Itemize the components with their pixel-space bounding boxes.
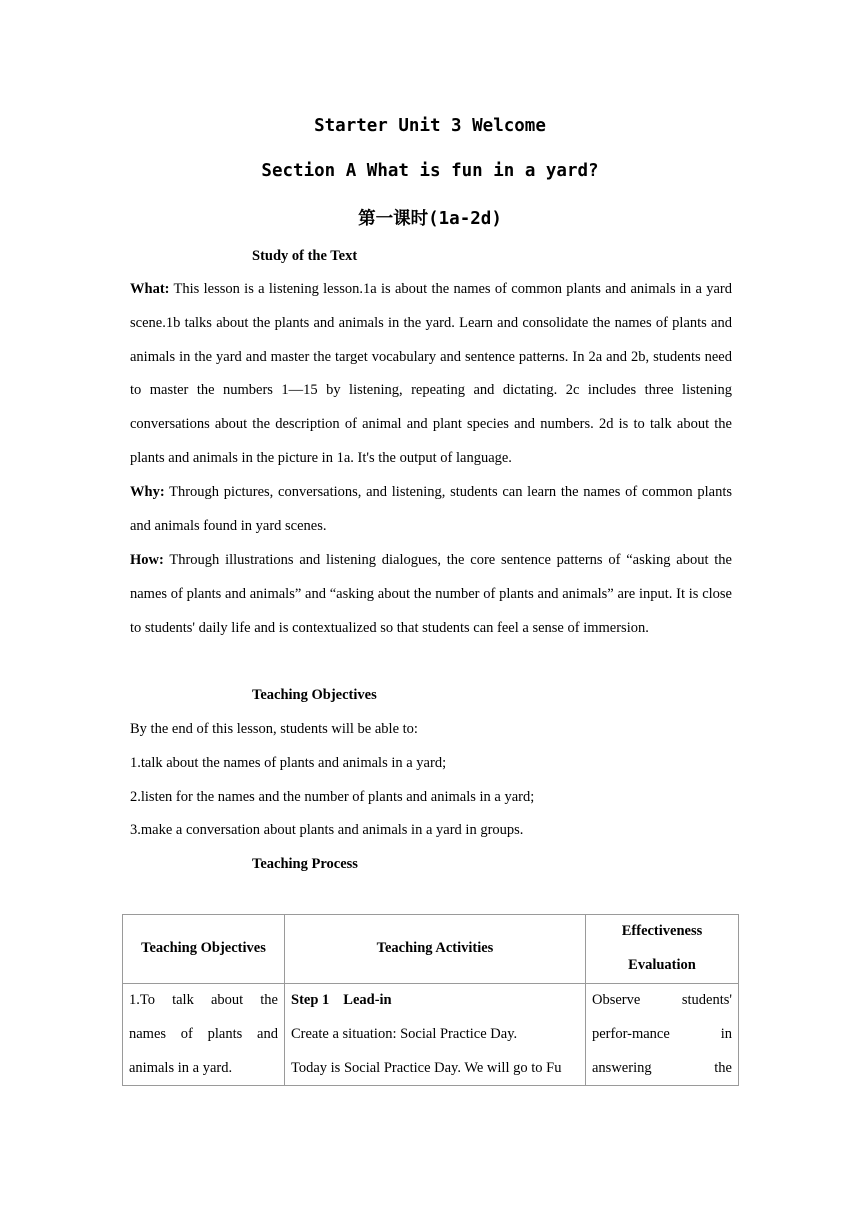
evaluation-line: answering the bbox=[592, 1059, 732, 1076]
objective-cell bbox=[123, 984, 285, 1086]
objective-item: 2.listen for the names and the number of plants and animals in a yard; bbox=[130, 789, 535, 805]
column-header bbox=[586, 915, 739, 984]
why-paragraph bbox=[130, 476, 732, 544]
objective-item: 1.talk about the names of plants and animals in a yard; bbox=[130, 755, 447, 771]
how-text: Through illustrations and listening dialogues, the core sentence patterns of “asking about the names of plants and animals” and “asking about the number of plants and animals” are input. It is close to students' daily life and is contextualized so that students can feel a sense of immersion. bbox=[130, 552, 732, 636]
title-section: Section A What is fun in a yard? bbox=[261, 161, 599, 181]
objective-line: names of plants and bbox=[129, 1025, 278, 1042]
objectives-heading: Teaching Objectives bbox=[252, 687, 377, 703]
title-unit: Starter Unit 3 Welcome bbox=[314, 116, 546, 136]
step-heading bbox=[291, 984, 579, 1018]
title-lesson: 第一课时(1a-2d) bbox=[358, 209, 502, 229]
what-label: What: bbox=[130, 281, 170, 297]
table-header-row bbox=[123, 915, 739, 984]
how-paragraph bbox=[130, 544, 732, 645]
column-header: Teaching Activities bbox=[285, 915, 586, 984]
evaluation-line: perfor-mance in bbox=[592, 1025, 732, 1042]
what-text: This lesson is a listening lesson.1a is about the names of common plants and animals in a yard scene.1b talks about the plants and animals in the yard. Learn and consolidate the names of plants and animals in the yard and master the target vocabulary and sentence patterns. In 2a and 2b, students need to master the numbers 1—15 by listening, repeating and dictating. 2c includes three listening conversations about the description of animal and plant species and numbers. 2d is to talk about the plants and animals in the picture in 1a. It's the output of language. bbox=[130, 281, 732, 466]
step-title: Lead-in bbox=[343, 992, 392, 1008]
column-header-line: Effectiveness bbox=[621, 923, 703, 940]
activity-cell bbox=[285, 984, 586, 1086]
what-paragraph bbox=[130, 273, 732, 476]
evaluation-line: Observe students' bbox=[592, 992, 732, 1008]
why-label: Why: bbox=[130, 484, 165, 500]
evaluation-cell bbox=[586, 984, 739, 1086]
objective-line: animals in a yard. bbox=[129, 1059, 233, 1076]
objectives-intro: By the end of this lesson, students will be able to: bbox=[130, 721, 418, 737]
step-label: Step 1 bbox=[291, 992, 330, 1008]
table-row bbox=[123, 984, 739, 1086]
objective-item: 3.make a conversation about plants and animals in a yard in groups. bbox=[130, 822, 524, 838]
objective-line: 1.To talk about the bbox=[129, 992, 278, 1008]
teaching-process-table bbox=[122, 914, 739, 1086]
activity-line: Create a situation: Social Practice Day. bbox=[291, 1025, 518, 1042]
column-header-line: Evaluation bbox=[628, 957, 696, 973]
column-header: Teaching Objectives bbox=[123, 915, 285, 984]
how-label: How: bbox=[130, 552, 164, 568]
why-text: Through pictures, conversations, and listening, students can learn the names of common plants and animals found in yard scenes. bbox=[130, 484, 732, 534]
study-heading: Study of the Text bbox=[252, 248, 358, 264]
activity-line: Today is Social Practice Day. We will go to Fu bbox=[291, 1059, 562, 1076]
process-heading: Teaching Process bbox=[252, 856, 358, 872]
